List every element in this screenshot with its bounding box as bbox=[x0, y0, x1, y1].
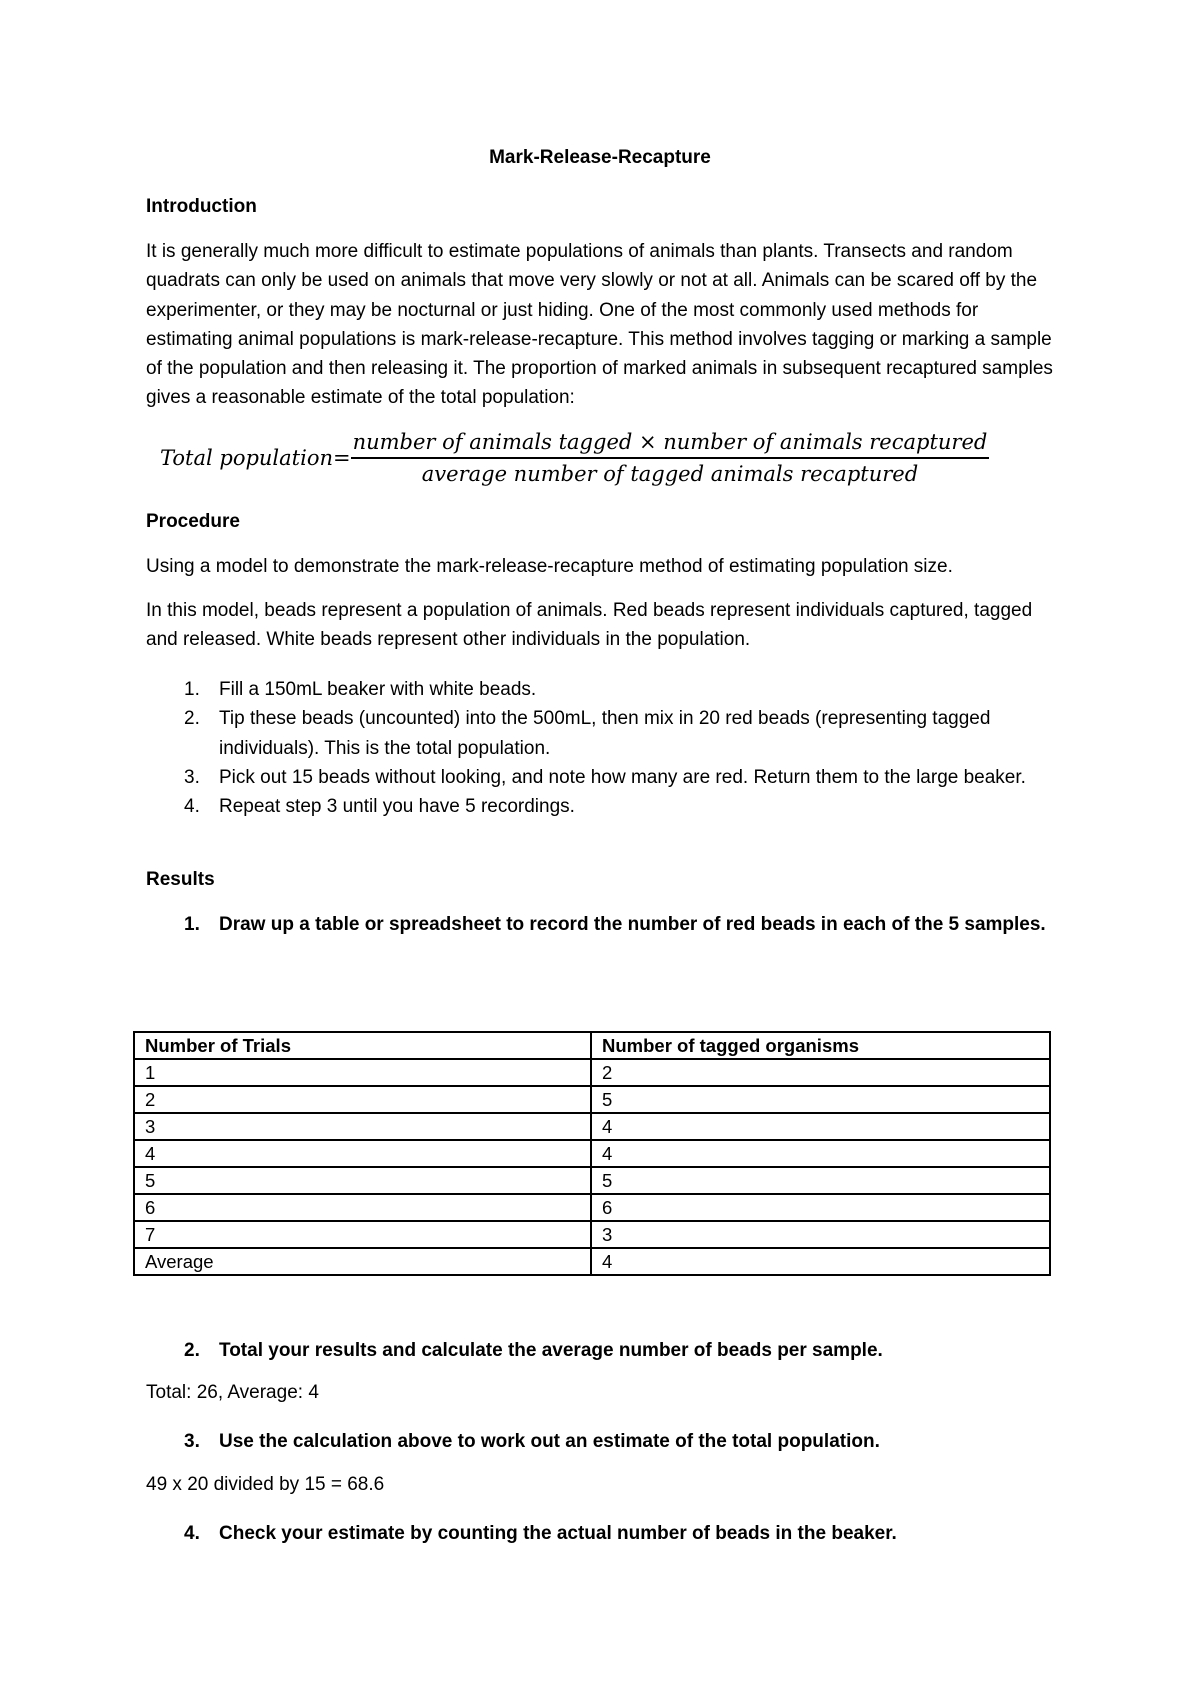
tagged-cell: 2 bbox=[591, 1059, 1050, 1086]
procedure-step bbox=[146, 704, 1066, 763]
header-number-of-trials: Number of Trials bbox=[134, 1032, 591, 1059]
results-heading: Results bbox=[146, 869, 215, 890]
step-number: 2. bbox=[184, 708, 200, 730]
results-answer-3: 49 x 20 divided by 15 = 68.6 bbox=[146, 1474, 385, 1495]
procedure-step bbox=[146, 675, 1066, 704]
step-text: Repeat step 3 until you have 5 recordings. bbox=[219, 796, 575, 818]
trial-cell: 2 bbox=[134, 1086, 591, 1113]
document-title: Mark-Release-Recapture bbox=[489, 147, 711, 168]
tagged-cell: 5 bbox=[591, 1167, 1050, 1194]
results-answer-2: Total: 26, Average: 4 bbox=[146, 1382, 319, 1403]
introduction-heading: Introduction bbox=[146, 196, 257, 217]
trial-cell: 3 bbox=[134, 1113, 591, 1140]
question-number: 4. bbox=[184, 1523, 200, 1544]
results-question-1 bbox=[146, 910, 1066, 939]
table-row bbox=[134, 1140, 1050, 1167]
tagged-cell: 4 bbox=[591, 1140, 1050, 1167]
table-header-row bbox=[134, 1032, 1050, 1059]
question-text: Total your results and calculate the average number of beads per sample. bbox=[219, 1340, 883, 1361]
formula-numerator: number of animals tagged × number of animals recaptured bbox=[351, 430, 990, 459]
formula-lhs: Total population= bbox=[160, 446, 351, 470]
tagged-cell: 4 bbox=[591, 1113, 1050, 1140]
step-text: Tip these beads (uncounted) into the 500mL, then mix in 20 red beads (representing tagged individuals). This is the total population. bbox=[219, 708, 991, 759]
trial-cell: 5 bbox=[134, 1167, 591, 1194]
step-text: Fill a 150mL beaker with white beads. bbox=[219, 679, 537, 700]
trial-cell: 6 bbox=[134, 1194, 591, 1221]
tagged-cell: 3 bbox=[591, 1221, 1050, 1248]
step-number: 3. bbox=[184, 766, 200, 788]
trial-cell: Average bbox=[134, 1248, 591, 1275]
formula-denominator: average number of tagged animals recaptured bbox=[421, 462, 919, 486]
question-number: 3. bbox=[184, 1431, 200, 1452]
trial-cell: 7 bbox=[134, 1221, 591, 1248]
results-question-4 bbox=[146, 1519, 1066, 1548]
procedure-step bbox=[146, 763, 1066, 792]
step-number: 4. bbox=[184, 796, 200, 818]
question-number: 2. bbox=[184, 1340, 200, 1361]
results-table bbox=[133, 1031, 1051, 1276]
tagged-cell: 5 bbox=[591, 1086, 1050, 1113]
table-row bbox=[134, 1167, 1050, 1194]
step-text: Pick out 15 beads without looking, and note how many are red. Return them to the large beaker. bbox=[219, 766, 1026, 788]
table-row bbox=[134, 1059, 1050, 1086]
population-formula bbox=[160, 430, 989, 486]
header-number-of-tagged-organisms: Number of tagged organisms bbox=[591, 1032, 1050, 1059]
table-row bbox=[134, 1086, 1050, 1113]
question-text: Use the calculation above to work out an estimate of the total population. bbox=[219, 1431, 880, 1452]
procedure-steps bbox=[146, 675, 1066, 821]
question-text: Check your estimate by counting the actual number of beads in the beaker. bbox=[219, 1523, 897, 1544]
tagged-cell: 6 bbox=[591, 1194, 1050, 1221]
question-text: Draw up a table or spreadsheet to record the number of red beads in each of the 5 samples. bbox=[219, 914, 1046, 935]
table-row bbox=[134, 1194, 1050, 1221]
procedure-intro: Using a model to demonstrate the mark-release-recapture method of estimating population size. bbox=[146, 556, 953, 577]
step-number: 1. bbox=[184, 679, 200, 700]
results-question-2 bbox=[146, 1336, 1066, 1365]
trial-cell: 1 bbox=[134, 1059, 591, 1086]
procedure-model-text: In this model, beads represent a population of animals. Red beads represent individuals captured, tagged and released. White beads represent other individuals in the population. bbox=[146, 600, 1033, 651]
procedure-step bbox=[146, 792, 1066, 821]
introduction-paragraph: It is generally much more difficult to estimate populations of animals than plants. Transects and random quadrats can only be used on animals that move very slowly or not at all. Animals can be scared off by the experimenter, or they may be nocturnal or just hiding. One of the most commonly used methods for estimating animal populations is mark-release-recapture. This method involves tagging or marking a sample of the population and then releasing it. The proportion of marked animals in subsequent recaptured samples gives a reasonable estimate of the total population: bbox=[146, 241, 1053, 409]
table-row bbox=[134, 1113, 1050, 1140]
tagged-cell: 4 bbox=[591, 1248, 1050, 1275]
results-question-3 bbox=[146, 1427, 1066, 1456]
trial-cell: 4 bbox=[134, 1140, 591, 1167]
procedure-heading: Procedure bbox=[146, 511, 240, 532]
table-row-average bbox=[134, 1248, 1050, 1275]
table-row bbox=[134, 1221, 1050, 1248]
formula-fraction bbox=[351, 430, 990, 486]
question-number: 1. bbox=[184, 914, 200, 935]
